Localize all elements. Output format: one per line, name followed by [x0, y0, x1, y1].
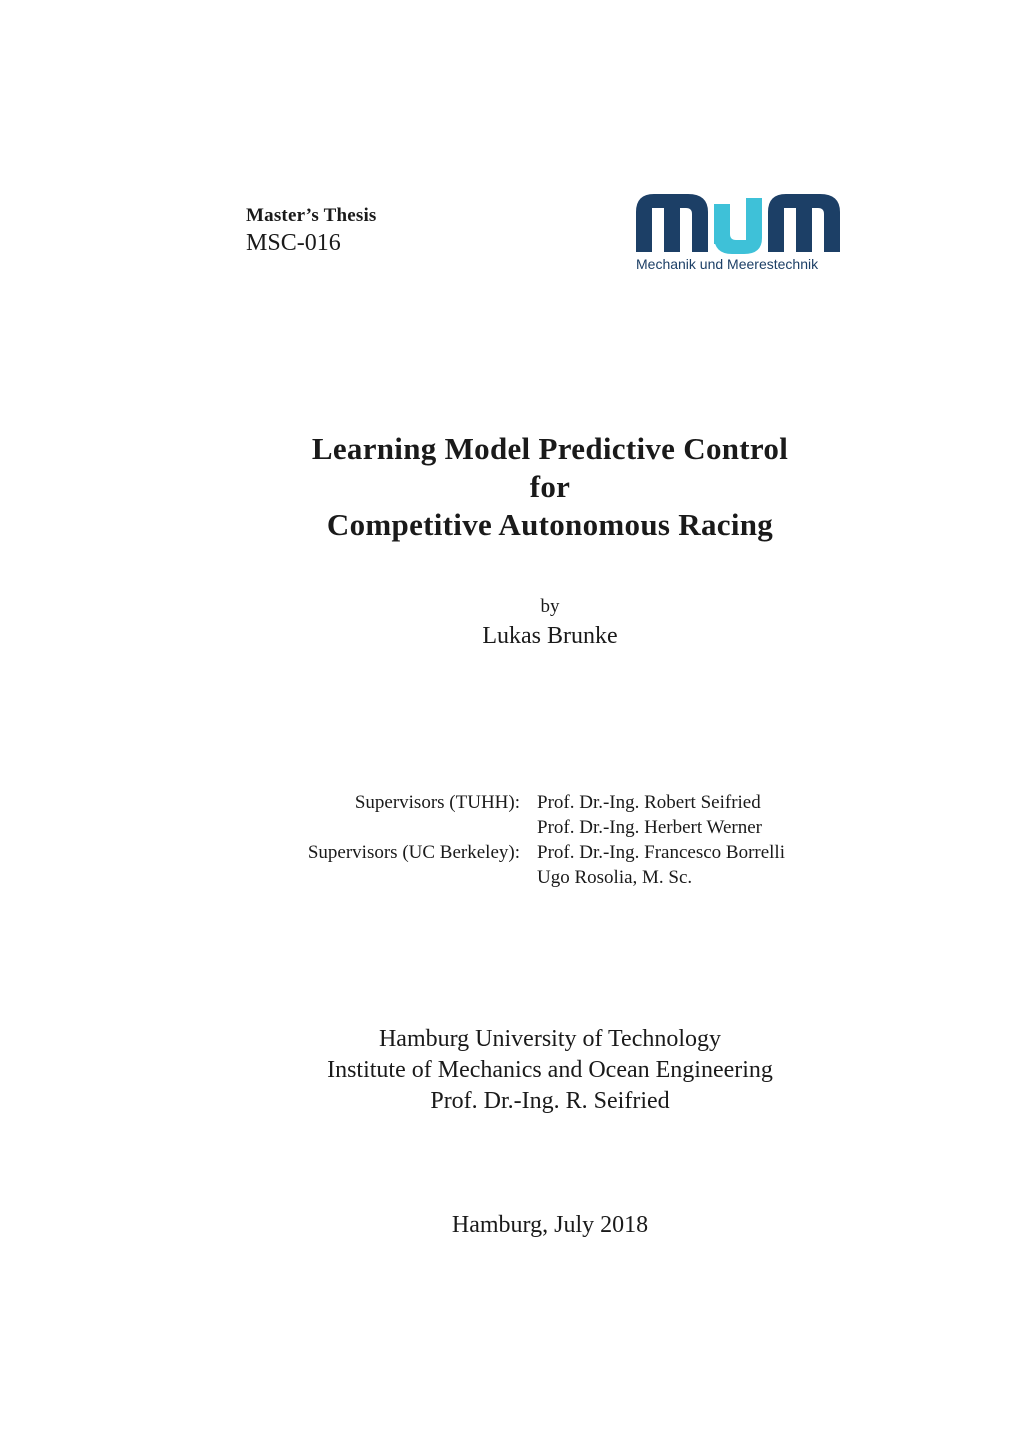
- title-line-3: Competitive Autonomous Racing: [326, 507, 774, 542]
- supervisor-berkeley-2: Ugo Rosolia, M. Sc.: [537, 867, 693, 888]
- institution-institute: Institute of Mechanics and Ocean Engineering: [327, 1057, 773, 1083]
- title-line-1: Learning Model Predictive Control: [311, 431, 789, 466]
- institution-block: [0, 1024, 1024, 1117]
- institution-university: Hamburg University of Technology: [378, 1026, 722, 1052]
- logo-accent-bar: [714, 230, 730, 244]
- logo-caption: Mechanik und Meerestechnik: [636, 256, 819, 272]
- thesis-title: [0, 430, 1024, 544]
- author-name: Lukas Brunke: [482, 623, 618, 649]
- title-line-2: for: [529, 469, 571, 504]
- supervisor-tuhh-2: Prof. Dr.-Ing. Herbert Werner: [537, 817, 762, 838]
- thesis-type: Master’s Thesis: [246, 205, 377, 226]
- supervisor-tuhh-1: Prof. Dr.-Ing. Robert Seifried: [537, 792, 761, 813]
- logo-letter-m-left: [636, 194, 708, 252]
- supervisor-berkeley-1: Prof. Dr.-Ing. Francesco Borrelli: [537, 842, 785, 863]
- logo-letter-m-right: [768, 194, 840, 252]
- thesis-number: MSC-016: [246, 230, 341, 256]
- supervisors-tuhh-label: Supervisors (TUHH):: [354, 792, 520, 813]
- by-label: by: [540, 596, 560, 617]
- logo-letter-u: [714, 198, 762, 254]
- place-date: Hamburg, July 2018: [451, 1212, 649, 1238]
- supervisors-berkeley-label: Supervisors (UC Berkeley):: [307, 842, 520, 863]
- institution-head: Prof. Dr.-Ing. R. Seifried: [430, 1088, 670, 1114]
